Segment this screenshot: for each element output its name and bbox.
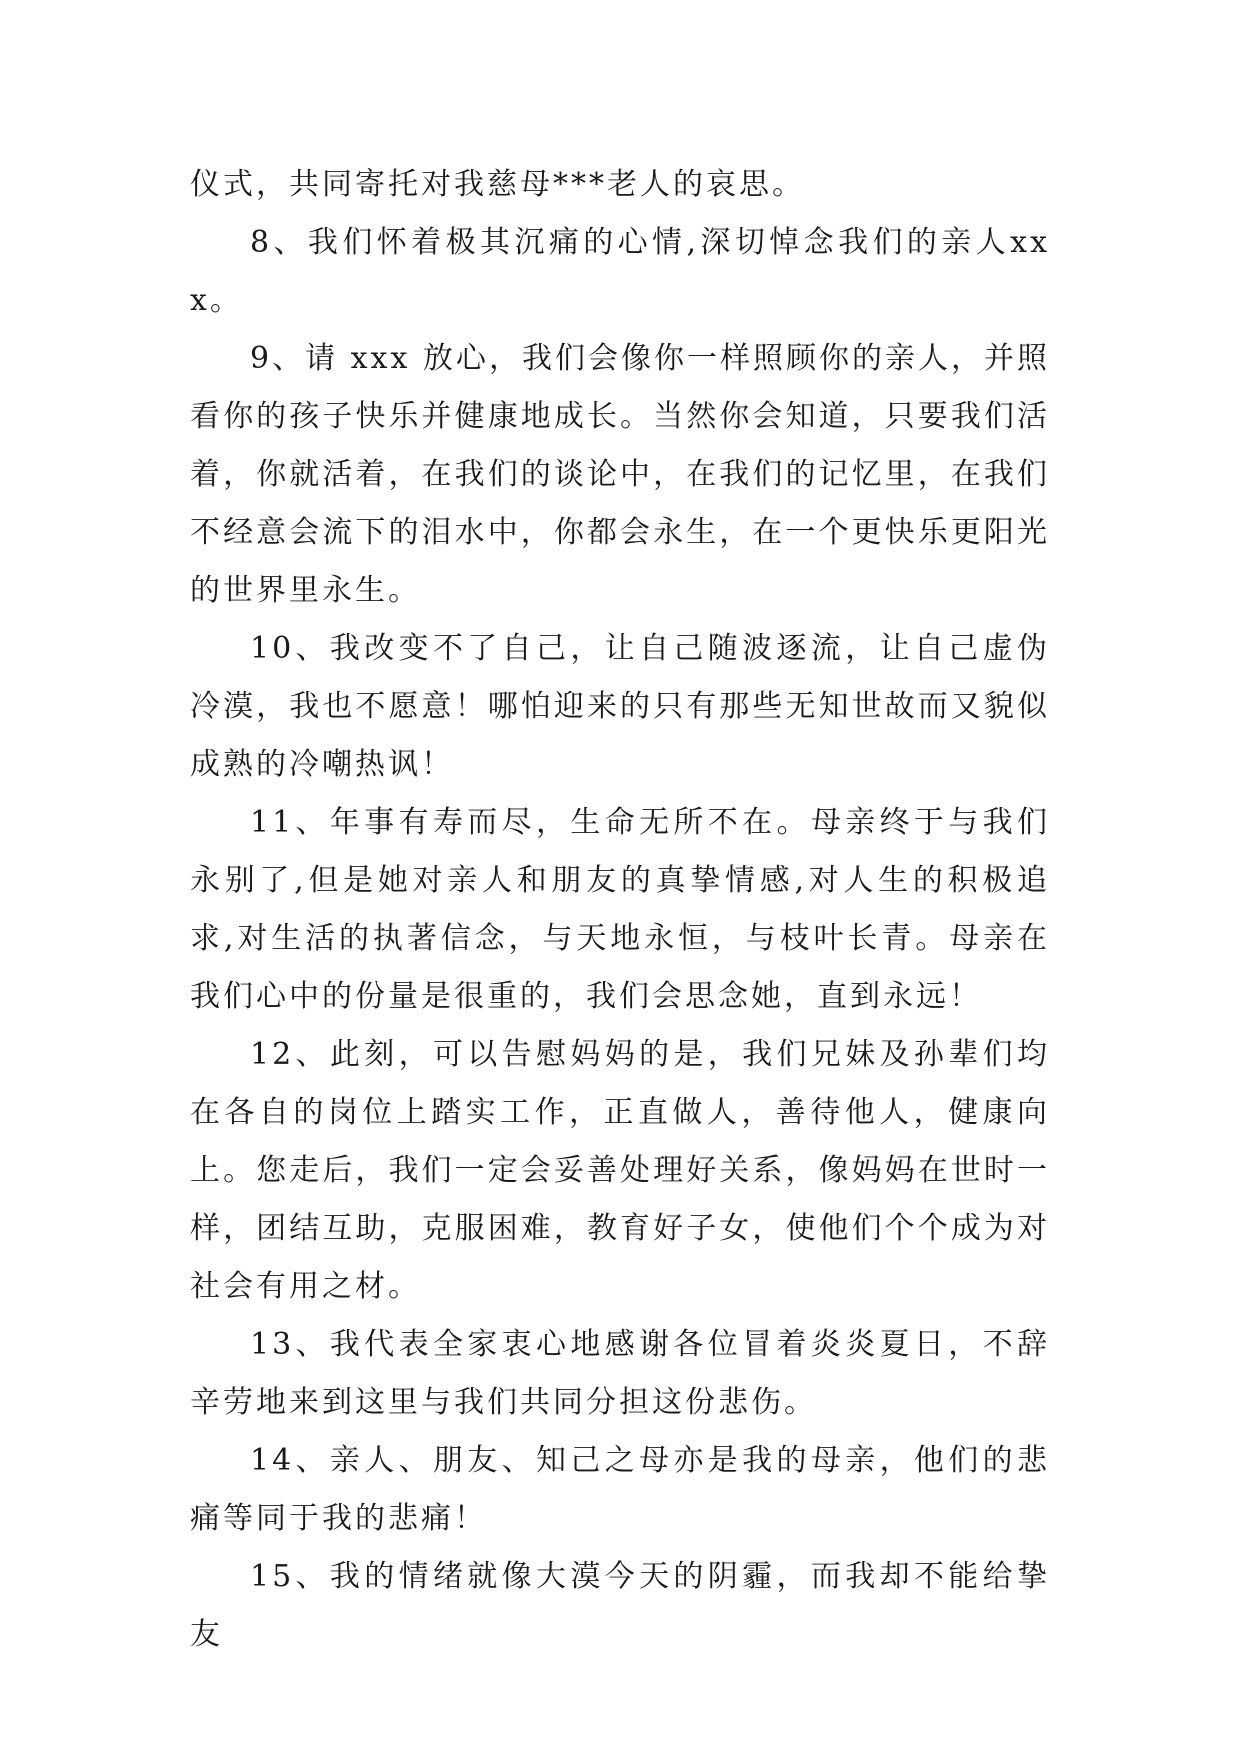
- paragraph-10: 10、我改变不了自己，让自己随波逐流，让自己虚伪冷漠，我也不愿意！哪怕迎来的只有那些无知世故而又貌似成熟的冷嘲热讽！: [190, 631, 1050, 782]
- paragraph-15: 15、我的情绪就像大漠今天的阴霾，而我却不能给挚友: [190, 1559, 1050, 1652]
- paragraph-continuation: 仪式，共同寄托对我慈母***老人的哀思。: [190, 167, 805, 202]
- paragraph-13: 13、我代表全家衷心地感谢各位冒着炎炎夏日，不辞辛劳地来到这里与我们共同分担这份悲伤。: [190, 1327, 1050, 1420]
- paragraph-14: 14、亲人、朋友、知己之母亦是我的母亲，他们的悲痛等同于我的悲痛！: [190, 1443, 1050, 1536]
- paragraph-9: 9、请 xxx 放心，我们会像你一样照顾你的亲人，并照看你的孩子快乐并健康地成长。当然你会知道，只要我们活着，你就活着，在我们的谈论中，在我们的记忆里，在我们不经意会流下的泪水中，你都会永生，在一个更快乐更阳光的世界里永生。: [190, 341, 1050, 608]
- paragraph-8: 8、我们怀着极其沉痛的心情,深切悼念我们的亲人xxx。: [190, 225, 1050, 318]
- paragraph-11: 11、年事有寿而尽，生命无所不在。母亲终于与我们永别了,但是她对亲人和朋友的真挚情感,对人生的积极追求,对生活的执著信念，与天地永恒，与枝叶长青。母亲在我们心中的份量是很重的，我们会思念她，直到永远！: [190, 805, 1050, 1014]
- paragraph-12: 12、此刻，可以告慰妈妈的是，我们兄妹及孙辈们均在各自的岗位上踏实工作，正直做人，善待他人，健康向上。您走后，我们一定会妥善处理好关系，像妈妈在世时一样，团结互助，克服困难，教育好子女，使他们个个成为对社会有用之材。: [190, 1037, 1050, 1304]
- document-body: [190, 156, 1050, 1664]
